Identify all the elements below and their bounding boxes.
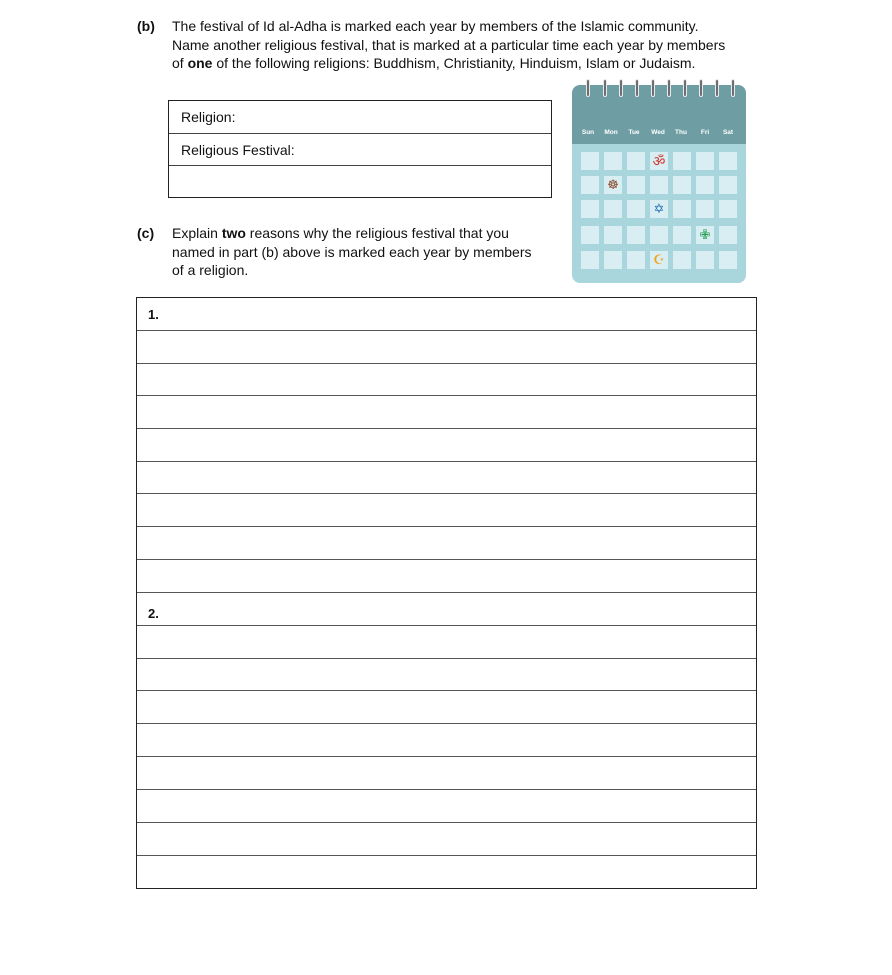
calendar-day-cell bbox=[604, 226, 622, 244]
ring-icon bbox=[683, 79, 687, 97]
festival-answer-row[interactable] bbox=[169, 166, 551, 197]
answer-line bbox=[137, 559, 756, 560]
answer-line bbox=[137, 461, 756, 462]
question-label-c: (c) bbox=[137, 225, 155, 241]
calendar-day-cell bbox=[719, 152, 737, 170]
ring-icon bbox=[619, 79, 623, 97]
question-label-b: (b) bbox=[137, 18, 155, 34]
answer-line bbox=[137, 822, 756, 823]
calendar-day-cell bbox=[673, 251, 691, 269]
calendar-day-cell bbox=[696, 251, 714, 269]
calendar-day-cell bbox=[696, 200, 714, 218]
answer-line bbox=[137, 395, 756, 396]
calendar-day-cell bbox=[627, 200, 645, 218]
calendar-day-cell bbox=[604, 152, 622, 170]
calendar-day-cell bbox=[673, 176, 691, 194]
ring-icon bbox=[731, 79, 735, 97]
weekday-label: Sun bbox=[581, 129, 595, 136]
calendar-day-cell bbox=[604, 200, 622, 218]
answer-line bbox=[137, 723, 756, 724]
weekday-label: Fri bbox=[700, 129, 710, 136]
answer-line bbox=[137, 526, 756, 527]
calendar-day-cell bbox=[719, 200, 737, 218]
answer-line bbox=[137, 855, 756, 856]
answer-line bbox=[137, 625, 756, 626]
calendar-day-cell bbox=[696, 152, 714, 170]
calendar-day-cell bbox=[581, 226, 599, 244]
question-b-line-1: The festival of Id al-Adha is marked each year by members of the Islamic community. bbox=[172, 18, 699, 34]
question-c-line-2: named in part (b) above is marked each year by members bbox=[172, 243, 532, 260]
calendar-day-cell bbox=[719, 251, 737, 269]
crescent-icon: ☪ bbox=[653, 252, 665, 267]
religion-row[interactable] bbox=[169, 101, 551, 134]
emphasis-two: two bbox=[221, 225, 246, 241]
question-c-text bbox=[172, 224, 562, 280]
question-c-line-1: Explain two reasons why the religious festival that you bbox=[172, 225, 509, 241]
answer-number-1: 1. bbox=[148, 307, 159, 322]
calendar-weekdays bbox=[577, 129, 743, 141]
calendar-day-cell bbox=[696, 176, 714, 194]
ring-icon bbox=[603, 79, 607, 97]
emphasis-one: one bbox=[187, 55, 213, 71]
cross-icon: ✙ bbox=[699, 227, 711, 242]
weekday-label: Mon bbox=[604, 129, 618, 136]
calendar-day-cell bbox=[627, 251, 645, 269]
ring-icon bbox=[699, 79, 703, 97]
answer-line bbox=[137, 493, 756, 494]
weekday-label: Sat bbox=[722, 129, 734, 136]
calendar-day-cell bbox=[627, 152, 645, 170]
calendar-day-cell bbox=[673, 226, 691, 244]
weekday-label: Tue bbox=[628, 129, 640, 136]
answer-line bbox=[137, 789, 756, 790]
star-of-david-icon: ✡ bbox=[653, 201, 665, 216]
answer-line bbox=[137, 690, 756, 691]
ring-icon bbox=[651, 79, 655, 97]
om-icon: ॐ bbox=[652, 153, 666, 169]
question-c-line-3: of a religion. bbox=[172, 262, 249, 278]
answer-line bbox=[137, 428, 756, 429]
calendar-day-cell bbox=[719, 176, 737, 194]
calendar-day-cell bbox=[627, 226, 645, 244]
answer-line bbox=[137, 330, 756, 331]
ring-icon bbox=[635, 79, 639, 97]
question-b-text bbox=[172, 17, 772, 73]
calendar-day-cell bbox=[650, 176, 668, 194]
answer-line bbox=[137, 592, 756, 593]
weekday-label: Thu bbox=[675, 129, 687, 136]
calendar-day-cell bbox=[581, 200, 599, 218]
calendar-day-cell bbox=[581, 251, 599, 269]
answer-box[interactable] bbox=[136, 297, 757, 889]
calendar-day-cell bbox=[627, 176, 645, 194]
religion-label: Religion: bbox=[181, 109, 236, 125]
religion-festival-table bbox=[168, 100, 552, 198]
calendar-day-cell bbox=[581, 152, 599, 170]
weekday-label: Wed bbox=[651, 129, 665, 136]
calendar-day-cell bbox=[581, 176, 599, 194]
festival-label: Religious Festival: bbox=[181, 141, 295, 158]
calendar-illustration bbox=[572, 85, 746, 283]
calendar-day-cell bbox=[604, 251, 622, 269]
ring-icon bbox=[715, 79, 719, 97]
answer-line bbox=[137, 363, 756, 364]
calendar-day-cell bbox=[650, 226, 668, 244]
question-b-line-2: Name another religious festival, that is marked at a particular time each year by members bbox=[172, 36, 726, 53]
calendar-rings bbox=[584, 79, 734, 101]
ring-icon bbox=[586, 79, 590, 97]
answer-number-2: 2. bbox=[148, 606, 159, 621]
calendar-day-cell bbox=[673, 200, 691, 218]
ring-icon bbox=[667, 79, 671, 97]
calendar-day-cell bbox=[673, 152, 691, 170]
festival-row[interactable] bbox=[169, 134, 551, 166]
question-b-line-3: of one of the following religions: Buddhism, Christianity, Hinduism, Islam or Judaism. bbox=[172, 55, 696, 71]
calendar-day-cell bbox=[719, 226, 737, 244]
dharma-wheel-icon: ☸ bbox=[607, 177, 619, 192]
answer-line bbox=[137, 756, 756, 757]
answer-line bbox=[137, 658, 756, 659]
